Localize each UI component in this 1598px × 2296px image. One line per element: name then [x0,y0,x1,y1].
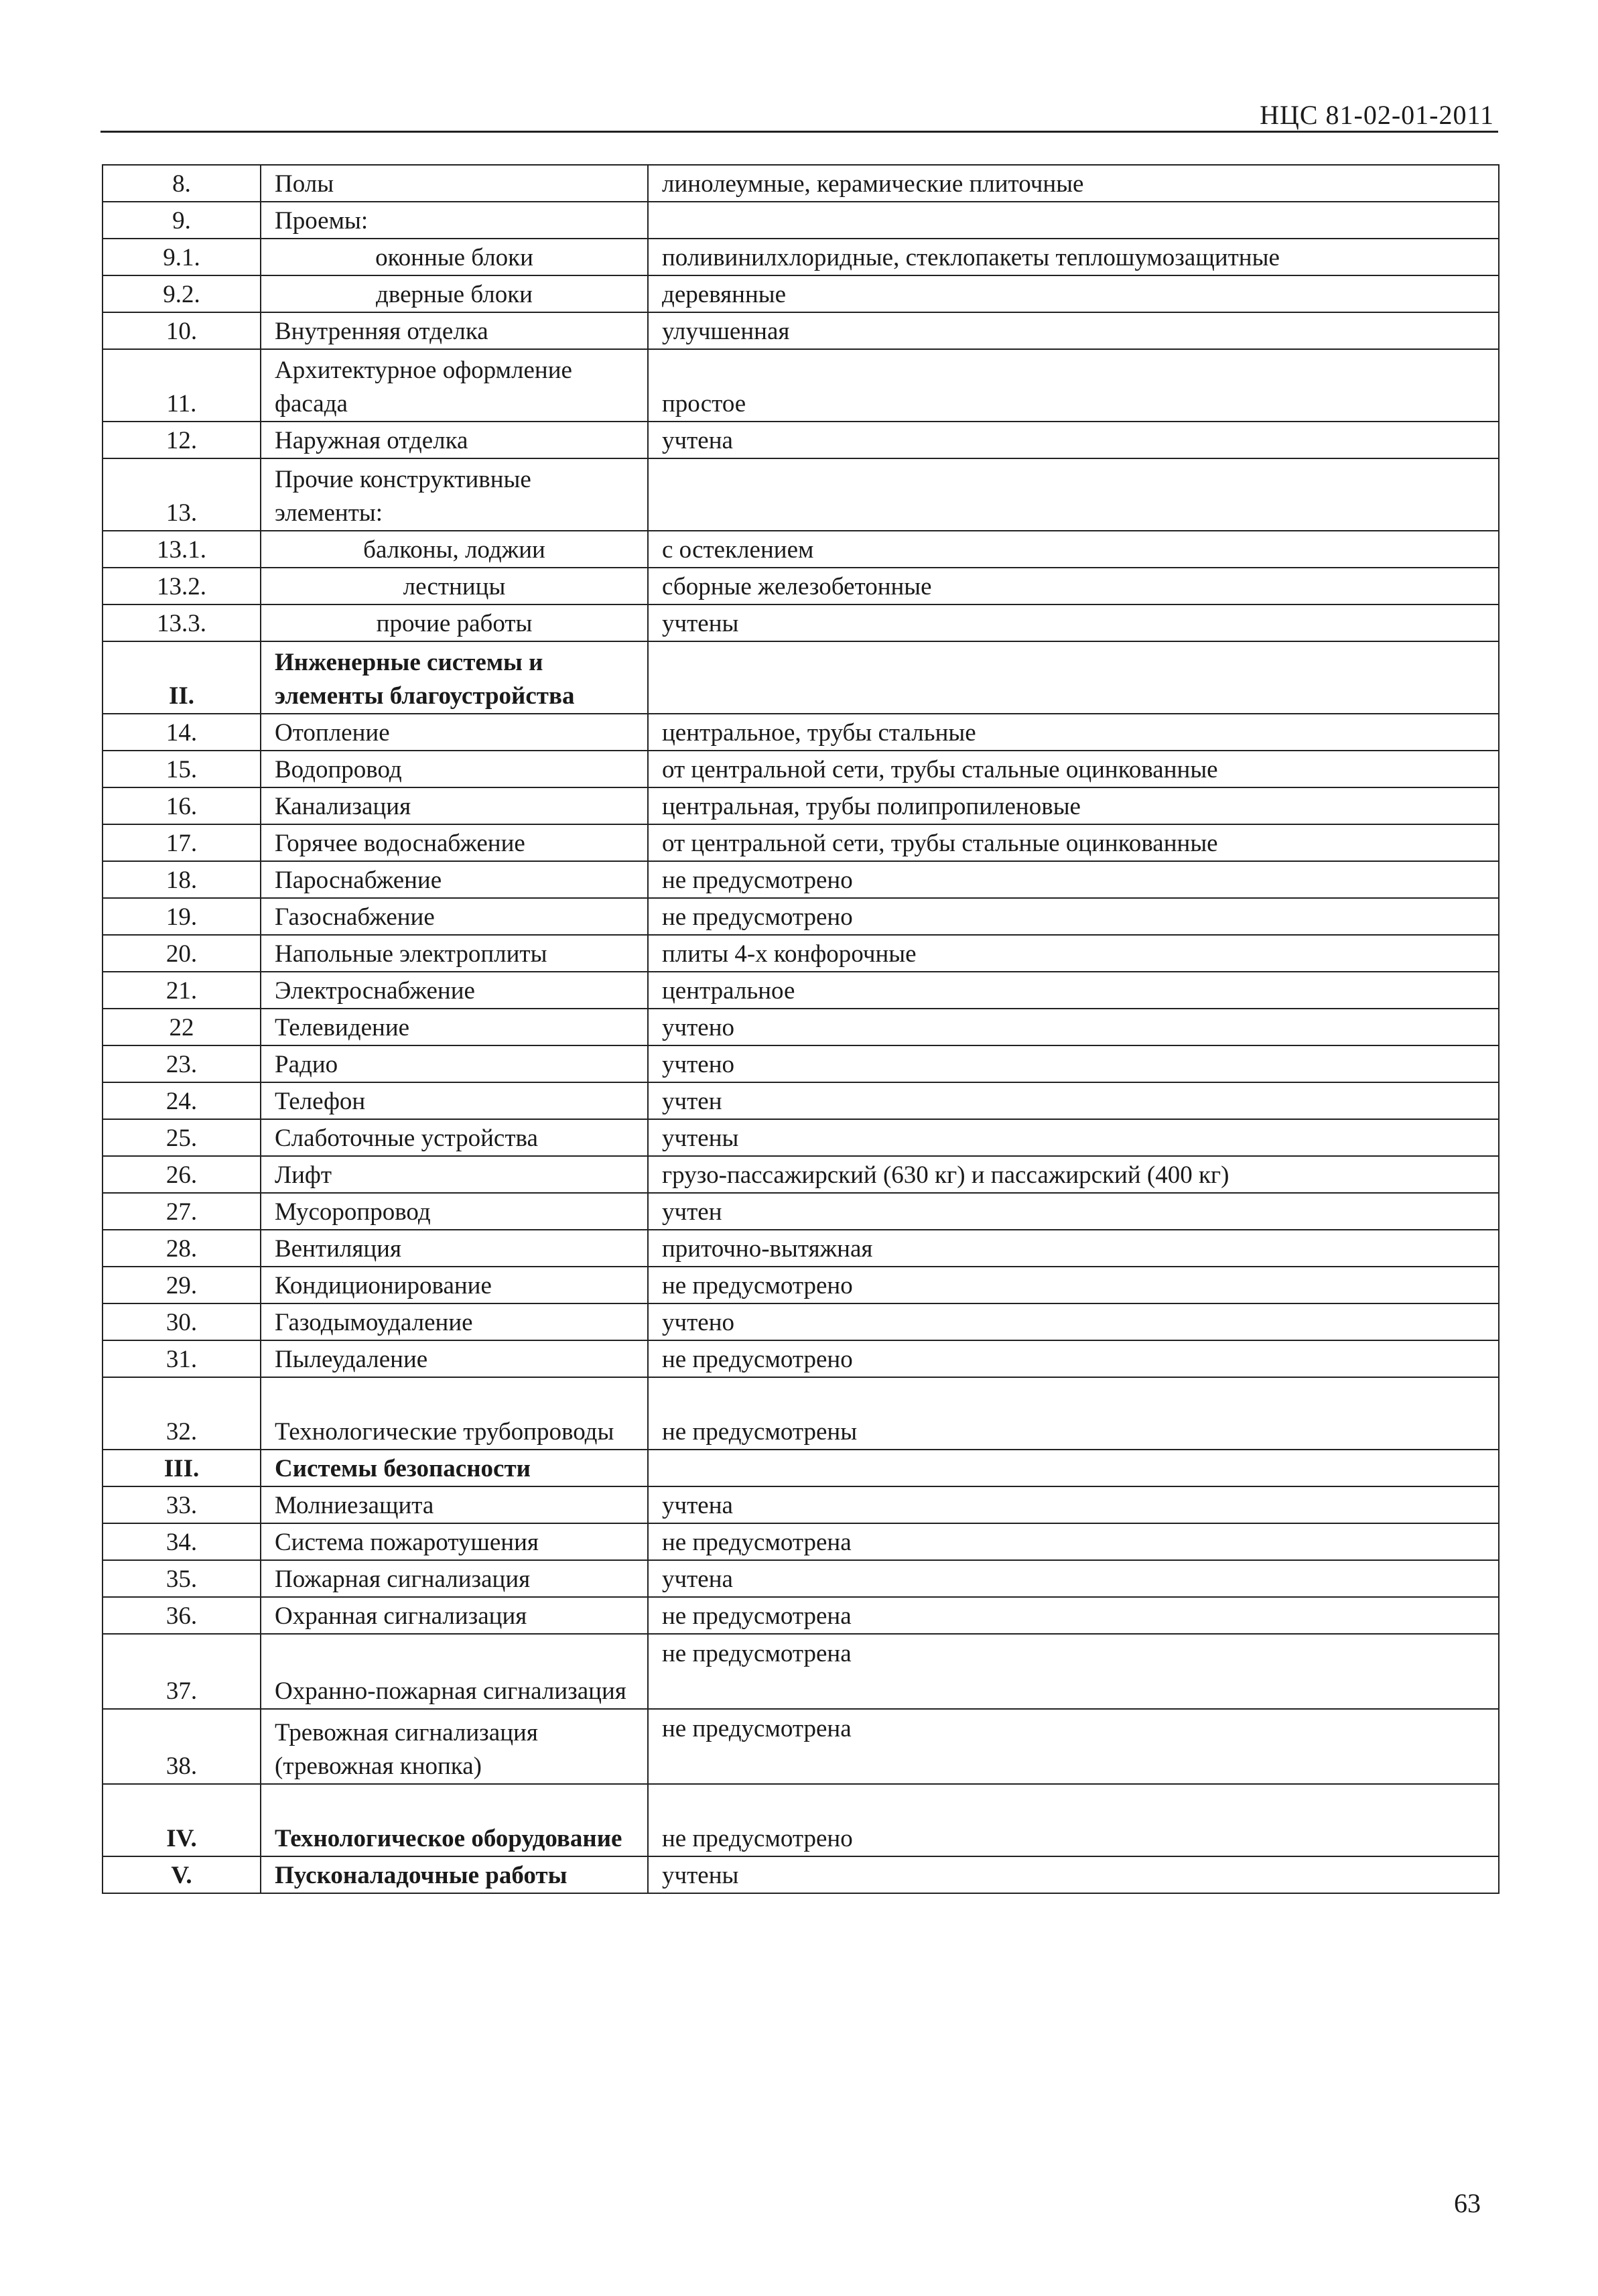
element-description-cell: учтен [648,1193,1499,1230]
element-name-cell: Пароснабжение [261,861,648,898]
table-row [103,604,1499,641]
element-name-cell: оконные блоки [261,239,648,275]
element-description-cell: не предусмотрено [648,861,1499,898]
table-row [103,1486,1499,1523]
row-number-cell: 13. [103,458,261,531]
row-number-cell: 31. [103,1340,261,1377]
element-name-cell: Системы безопасности [261,1450,648,1486]
table-row [103,531,1499,568]
row-number-cell: III. [103,1450,261,1486]
element-description-cell: не предусмотрена [648,1709,1499,1784]
element-name-cell: Архитектурное оформление фасада [261,349,648,422]
row-number-cell: 28. [103,1230,261,1267]
element-description-cell: не предусмотрено [648,1784,1499,1856]
table-row [103,714,1499,751]
element-name-cell: Инженерные системы и элементы благоустройства [261,641,648,714]
row-number-cell: 22 [103,1009,261,1045]
element-name-cell: балконы, лоджии [261,531,648,568]
table-row [103,349,1499,422]
document-code: НЦС 81-02-01-2011 [1260,100,1494,130]
table-row [103,1045,1499,1082]
table-row [103,972,1499,1009]
element-name-cell: Отопление [261,714,648,751]
row-number-cell: 16. [103,787,261,824]
element-description-cell: простое [648,349,1499,422]
row-number-cell: IV. [103,1784,261,1856]
element-description-cell: учтены [648,1119,1499,1156]
element-name-cell: Лифт [261,1156,648,1193]
element-description-cell: не предусмотрено [648,1340,1499,1377]
element-name-cell: Горячее водоснабжение [261,824,648,861]
element-name-cell: Телефон [261,1082,648,1119]
table-row [103,1303,1499,1340]
row-number-cell: 17. [103,824,261,861]
table-row [103,1709,1499,1784]
table-row [103,1230,1499,1267]
page-number: 63 [1454,2188,1481,2218]
element-name-cell: Газоснабжение [261,898,648,935]
row-number-cell: 27. [103,1193,261,1230]
element-description-cell [648,641,1499,714]
element-name-cell: Напольные электроплиты [261,935,648,972]
row-number-cell: 25. [103,1119,261,1156]
row-number-cell: 8. [103,165,261,202]
row-number-cell: 37. [103,1634,261,1709]
element-name-cell: Прочие конструктивные элементы: [261,458,648,531]
specification-table [102,164,1500,1894]
row-number-cell: 18. [103,861,261,898]
element-description-cell [648,1450,1499,1486]
element-description-cell: грузо-пассажирский (630 кг) и пассажирский (400 кг) [648,1156,1499,1193]
element-name-cell: прочие работы [261,604,648,641]
table-row [103,458,1499,531]
row-number-cell: 14. [103,714,261,751]
row-number-cell: 21. [103,972,261,1009]
row-number-cell: 9.2. [103,275,261,312]
table-row [103,1450,1499,1486]
element-description-cell: деревянные [648,275,1499,312]
element-name-cell: Внутренняя отделка [261,312,648,349]
element-description-cell: от центральной сети, трубы стальные оцинкованные [648,824,1499,861]
row-number-cell: 12. [103,422,261,458]
element-description-cell: учтено [648,1045,1499,1082]
element-name-cell: Пылеудаление [261,1340,648,1377]
row-number-cell: V. [103,1856,261,1893]
table-row [103,1597,1499,1634]
table-row [103,824,1499,861]
row-number-cell: 30. [103,1303,261,1340]
element-description-cell: учтены [648,1856,1499,1893]
table-row [103,935,1499,972]
row-number-cell: 13.1. [103,531,261,568]
table-row [103,1082,1499,1119]
table-row [103,1193,1499,1230]
row-number-cell: 13.2. [103,568,261,604]
table-row [103,1560,1499,1597]
table-row [103,568,1499,604]
element-description-cell: центральное [648,972,1499,1009]
row-number-cell: 35. [103,1560,261,1597]
table-row [103,1634,1499,1709]
row-number-cell: 10. [103,312,261,349]
element-description-cell: учтена [648,1486,1499,1523]
table-row [103,1377,1499,1450]
table-row [103,202,1499,239]
row-number-cell: 24. [103,1082,261,1119]
row-number-cell: II. [103,641,261,714]
element-description-cell: не предусмотрено [648,1267,1499,1303]
row-number-cell: 29. [103,1267,261,1303]
table-row [103,641,1499,714]
row-number-cell: 13.3. [103,604,261,641]
element-name-cell: Телевидение [261,1009,648,1045]
table-row [103,1156,1499,1193]
element-description-cell: учтено [648,1009,1499,1045]
element-name-cell: Охранно-пожарная сигнализация [261,1634,648,1709]
element-description-cell: не предусмотрена [648,1634,1499,1709]
table-row [103,1267,1499,1303]
table-row [103,1009,1499,1045]
element-name-cell: Пожарная сигнализация [261,1560,648,1597]
element-description-cell: не предусмотрена [648,1597,1499,1634]
element-name-cell: Мусоропровод [261,1193,648,1230]
element-name-cell: Полы [261,165,648,202]
row-number-cell: 9.1. [103,239,261,275]
element-description-cell: учтено [648,1303,1499,1340]
element-name-cell: Газодымоудаление [261,1303,648,1340]
element-name-cell: Охранная сигнализация [261,1597,648,1634]
table-row [103,239,1499,275]
table-row [103,787,1499,824]
row-number-cell: 38. [103,1709,261,1784]
header-rule [101,131,1498,133]
element-description-cell: не предусмотрены [648,1377,1499,1450]
element-description-cell: учтены [648,604,1499,641]
element-description-cell: от центральной сети, трубы стальные оцинкованные [648,751,1499,787]
table-row [103,422,1499,458]
row-number-cell: 36. [103,1597,261,1634]
row-number-cell: 26. [103,1156,261,1193]
row-number-cell: 20. [103,935,261,972]
element-description-cell: не предусмотрено [648,898,1499,935]
row-number-cell: 15. [103,751,261,787]
table-row [103,1856,1499,1893]
element-name-cell: Слаботочные устройства [261,1119,648,1156]
element-name-cell: лестницы [261,568,648,604]
table-row [103,751,1499,787]
element-description-cell: учтена [648,422,1499,458]
element-description-cell: не предусмотрена [648,1523,1499,1560]
element-description-cell [648,202,1499,239]
element-name-cell: Молниезащита [261,1486,648,1523]
element-description-cell: приточно-вытяжная [648,1230,1499,1267]
element-description-cell: улучшенная [648,312,1499,349]
row-number-cell: 33. [103,1486,261,1523]
table-row [103,275,1499,312]
row-number-cell: 32. [103,1377,261,1450]
table-row [103,1523,1499,1560]
element-description-cell: учтена [648,1560,1499,1597]
table-row [103,1784,1499,1856]
element-description-cell: центральная, трубы полипропиленовые [648,787,1499,824]
element-name-cell: дверные блоки [261,275,648,312]
row-number-cell: 19. [103,898,261,935]
row-number-cell: 34. [103,1523,261,1560]
table-row [103,898,1499,935]
table-row [103,861,1499,898]
element-name-cell: Пусконаладочные работы [261,1856,648,1893]
element-name-cell: Канализация [261,787,648,824]
element-description-cell [648,458,1499,531]
table-row [103,1340,1499,1377]
row-number-cell: 11. [103,349,261,422]
table-row [103,165,1499,202]
element-description-cell: плиты 4-х конфорочные [648,935,1499,972]
element-name-cell: Электроснабжение [261,972,648,1009]
element-name-cell: Водопровод [261,751,648,787]
element-name-cell: Система пожаротушения [261,1523,648,1560]
element-description-cell: поливинилхлоридные, стеклопакеты теплошумозащитные [648,239,1499,275]
element-description-cell: центральное, трубы стальные [648,714,1499,751]
element-name-cell: Наружная отделка [261,422,648,458]
table-row [103,1119,1499,1156]
element-name-cell: Технологическое оборудование [261,1784,648,1856]
element-name-cell: Технологические трубопроводы [261,1377,648,1450]
row-number-cell: 23. [103,1045,261,1082]
element-name-cell: Радио [261,1045,648,1082]
element-name-cell: Вентиляция [261,1230,648,1267]
element-name-cell: Тревожная сигнализация (тревожная кнопка) [261,1709,648,1784]
row-number-cell: 9. [103,202,261,239]
element-description-cell: линолеумные, керамические плиточные [648,165,1499,202]
element-name-cell: Кондиционирование [261,1267,648,1303]
element-description-cell: сборные железобетонные [648,568,1499,604]
element-name-cell: Проемы: [261,202,648,239]
specification-table-body [103,165,1499,1893]
element-description-cell: учтен [648,1082,1499,1119]
element-description-cell: с остеклением [648,531,1499,568]
table-row [103,312,1499,349]
